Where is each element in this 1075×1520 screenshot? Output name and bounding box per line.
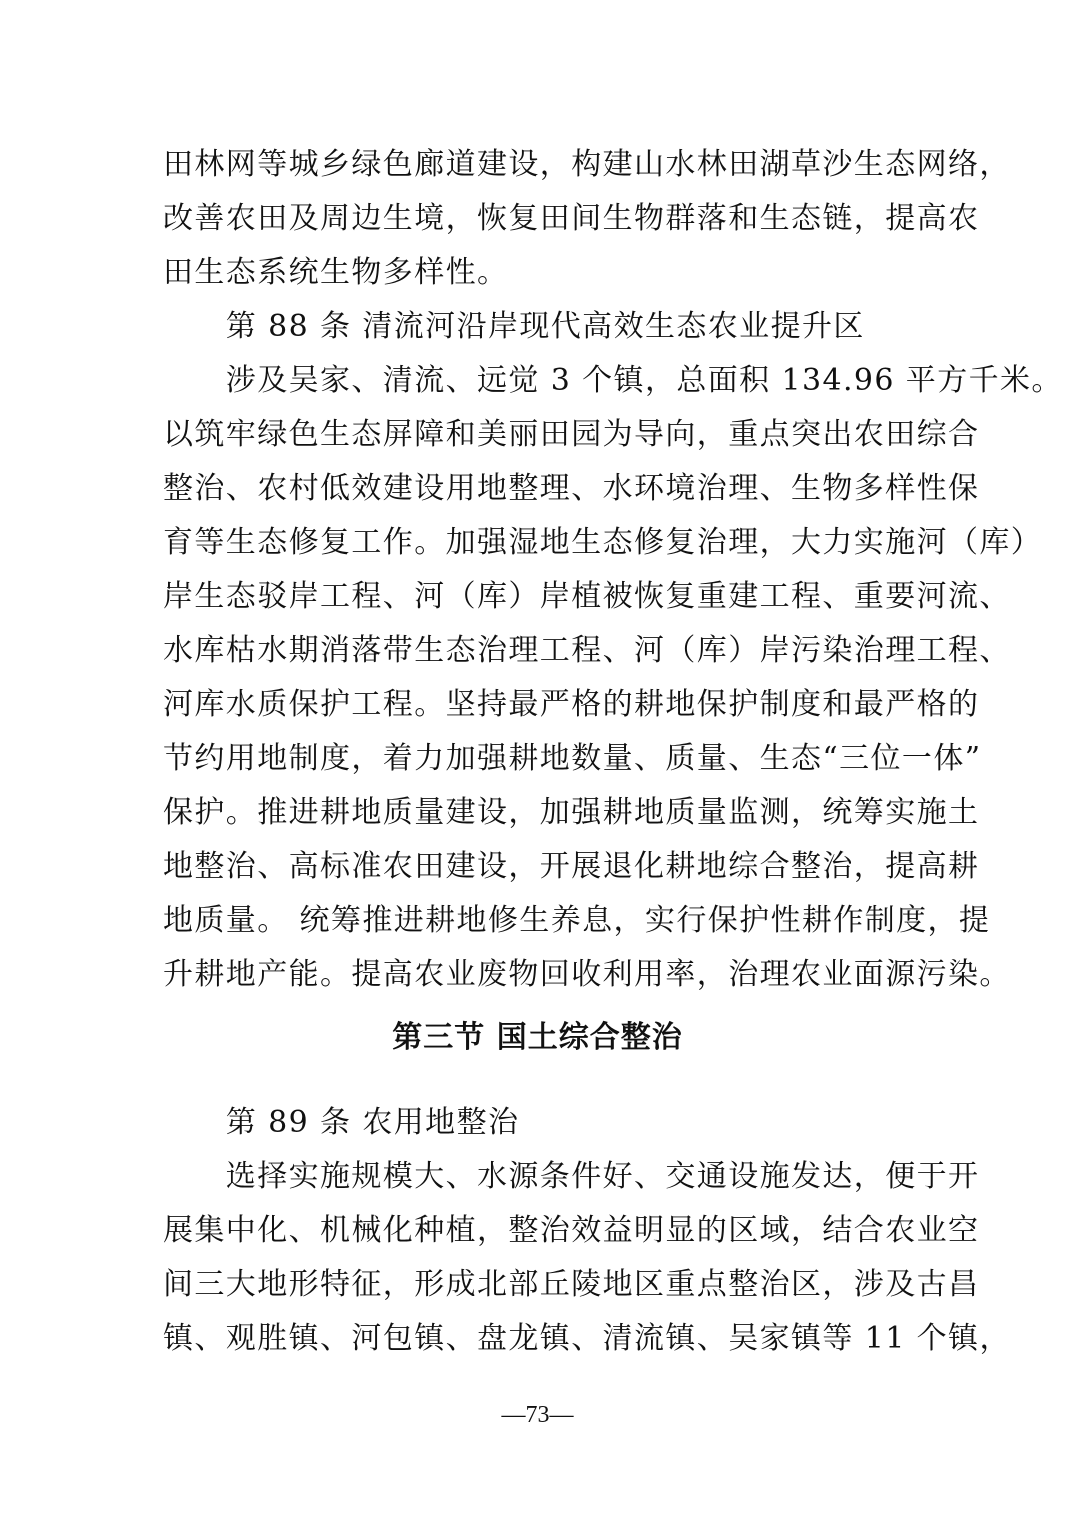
text-line: 镇、观胜镇、河包镇、盘龙镇、清流镇、吴家镇等 11 个镇， bbox=[163, 1321, 1011, 1356]
text-line: 节约用地制度，着力加强耕地数量、质量、生态“三位一体” bbox=[163, 741, 982, 776]
text-line: 选择实施规模大、水源条件好、交通设施发达，便于开 bbox=[163, 1159, 980, 1194]
text-line: 以筑牢绿色生态屏障和美丽田园为导向，重点突出农田综合 bbox=[163, 417, 980, 452]
section-heading: 第三节 国土综合整治 bbox=[392, 1020, 683, 1055]
text-line: 展集中化、机械化种植，整治效益明显的区域，结合农业空 bbox=[163, 1213, 980, 1248]
text-line: 升耕地产能。提高农业废物回收利用率，治理农业面源污染。 bbox=[163, 957, 1011, 992]
text-line: 涉及吴家、清流、远觉 3 个镇，总面积 134.96 平方千米。 bbox=[163, 363, 1063, 398]
text-line: 育等生态修复工作。加强湿地生态修复治理，大力实施河（库） bbox=[163, 525, 1043, 560]
page-number: —73— bbox=[501, 1402, 574, 1428]
article-89-title: 第 89 条 农用地整治 bbox=[163, 1105, 520, 1140]
text-line: 田林网等城乡绿色廊道建设，构建山水林田湖草沙生态网络， bbox=[163, 147, 1011, 182]
text-line: 间三大地形特征，形成北部丘陵地区重点整治区，涉及古昌 bbox=[163, 1267, 980, 1302]
text-line: 整治、农村低效建设用地整理、水环境治理、生物多样性保 bbox=[163, 471, 980, 506]
text-line: 保护。推进耕地质量建设，加强耕地质量监测，统筹实施土 bbox=[163, 795, 980, 830]
text-line: 田生态系统生物多样性。 bbox=[163, 255, 509, 290]
text-line: 岸生态驳岸工程、河（库）岸植被恢复重建工程、重要河流、 bbox=[163, 579, 1011, 614]
text-line: 地整治、高标准农田建设，开展退化耕地综合整治，提高耕 bbox=[163, 849, 980, 884]
text-line: 河库水质保护工程。坚持最严格的耕地保护制度和最严格的 bbox=[163, 687, 980, 722]
text-line: 地质量。 统筹推进耕地修生养息，实行保护性耕作制度，提 bbox=[163, 903, 991, 938]
article-88-title: 第 88 条 清流河沿岸现代高效生态农业提升区 bbox=[163, 309, 865, 344]
text-line: 改善农田及周边生境，恢复田间生物群落和生态链，提高农 bbox=[163, 201, 980, 236]
text-line: 水库枯水期消落带生态治理工程、河（库）岸污染治理工程、 bbox=[163, 633, 1011, 668]
